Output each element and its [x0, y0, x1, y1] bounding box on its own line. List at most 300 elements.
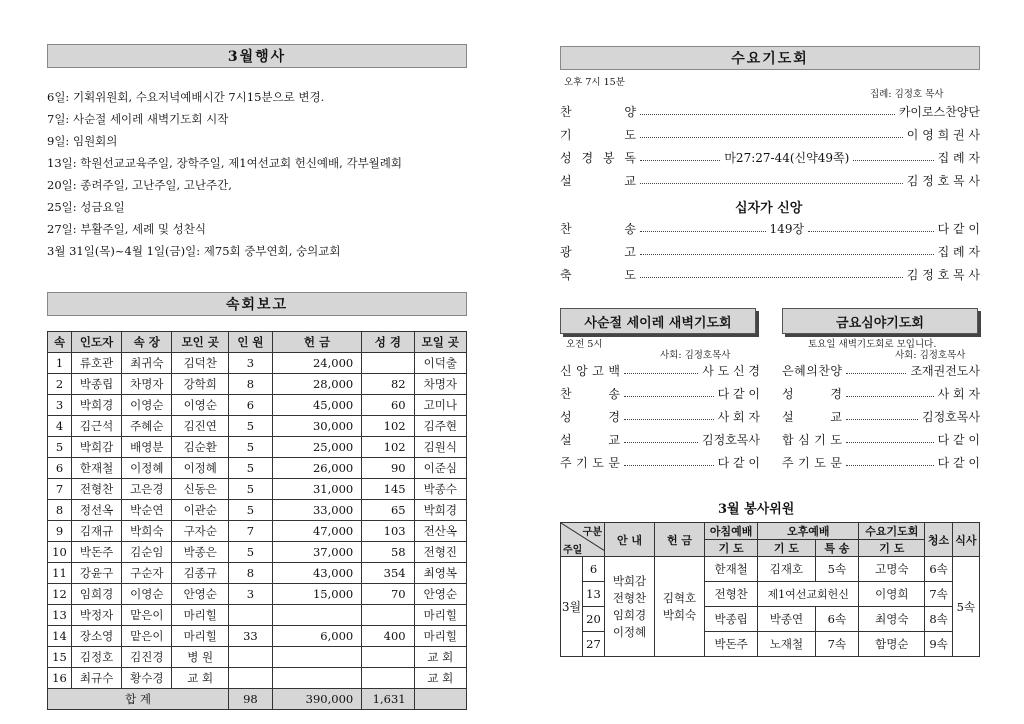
program-value: 사 도 신 경	[702, 363, 760, 378]
corner-bottom-label: 주일	[563, 545, 583, 556]
service-guide: 박희감 전형찬 임희경 이정혜	[605, 557, 655, 657]
table-row	[48, 542, 467, 563]
table-cell: 354	[362, 563, 414, 584]
table-cell: 고미나	[414, 395, 466, 416]
table-cell: 마리힐	[172, 626, 229, 647]
table-cell: 30,000	[272, 416, 361, 437]
program-label-char: 기	[560, 127, 572, 142]
table-cell: 이영순	[122, 584, 172, 605]
table-cell	[272, 605, 361, 626]
leader-dots	[846, 389, 934, 397]
report-table	[47, 331, 467, 710]
table-cell: 강학희	[172, 374, 229, 395]
program-label-char: 문	[608, 455, 620, 470]
service-special-song: 7속	[815, 632, 859, 657]
table-cell	[362, 353, 414, 374]
event-item: 9일: 임원회의	[47, 134, 118, 148]
table-cell	[229, 605, 273, 626]
table-cell: 맡은이	[122, 626, 172, 647]
program-label-char: 기	[798, 455, 810, 470]
program-value: 사 회 자	[937, 386, 980, 401]
event-item: 3월 31일(목)~4월 1일(금)일: 제75회 중부연회, 숭의교회	[47, 244, 341, 258]
program-row	[560, 264, 980, 284]
table-cell: 교 회	[172, 668, 229, 689]
program-label-char: 합	[782, 432, 794, 447]
table-cell: 16	[48, 668, 72, 689]
table-cell: 8	[229, 563, 273, 584]
table-cell: 이정혜	[122, 458, 172, 479]
friday-title: 금요심야기도회	[782, 308, 978, 334]
program-row	[560, 147, 980, 167]
leader-dots	[846, 435, 934, 443]
table-cell: 6	[48, 458, 72, 479]
table-cell: 박희경	[72, 395, 122, 416]
events-list	[47, 86, 467, 262]
service-afternoon-prayer: 박종연	[758, 607, 815, 632]
event-item: 20일: 종려주일, 고난주일, 고난주간,	[47, 178, 232, 192]
total-row	[48, 689, 467, 710]
program-label-char: 고	[624, 244, 636, 259]
table-cell: 3	[229, 353, 273, 374]
program-label-char: 교	[624, 173, 636, 188]
table-cell: 이정혜	[172, 458, 229, 479]
table-cell: 병 원	[172, 647, 229, 668]
program-label-char: 혜	[794, 363, 806, 378]
table-cell: 65	[362, 500, 414, 521]
table-cell: 이영순	[122, 395, 172, 416]
col-meal: 식사	[952, 523, 979, 557]
report-header-cell: 속 장	[122, 332, 172, 353]
table-cell: 10	[48, 542, 72, 563]
table-cell: 박정자	[72, 605, 122, 626]
col-morning-prayer: 기 도	[705, 540, 758, 557]
table-cell	[362, 668, 414, 689]
service-clean: 8속	[925, 607, 952, 632]
table-row	[561, 557, 980, 582]
program-label-char: 찬	[560, 104, 572, 119]
program-label-char: 성	[782, 386, 794, 401]
leader-dots	[640, 107, 895, 115]
service-title: 3월 봉사위원	[718, 502, 795, 517]
program-value: 김정호목사	[922, 409, 980, 424]
table-cell: 김종규	[172, 563, 229, 584]
table-cell: 37,000	[272, 542, 361, 563]
table-cell: 15,000	[272, 584, 361, 605]
col-afternoon: 오후예배	[758, 523, 859, 540]
table-cell: 47,000	[272, 521, 361, 542]
dawn-title: 사순절 세이레 새벽기도회	[560, 308, 756, 334]
table-cell	[362, 647, 414, 668]
event-item: 6일: 기획위원회, 수요저녁예배시간 7시15분으로 변경.	[47, 90, 325, 104]
service-day: 13	[583, 582, 605, 607]
table-cell: 이덕출	[414, 353, 466, 374]
program-label-char: 봉	[602, 150, 615, 165]
leader-dots	[624, 412, 714, 420]
table-cell: 차명자	[122, 374, 172, 395]
program-label-char: 경	[608, 409, 620, 424]
program-label-char: 경	[830, 386, 842, 401]
table-cell: 9	[48, 521, 72, 542]
table-cell: 60	[362, 395, 414, 416]
program-label	[560, 172, 636, 189]
table-cell: 교 회	[414, 647, 466, 668]
table-cell: 전산옥	[414, 521, 466, 542]
table-row	[48, 605, 467, 626]
program-label-char: 찬	[560, 221, 572, 236]
program-label-char: 문	[830, 455, 842, 470]
table-cell	[229, 647, 273, 668]
col-offering: 헌 금	[655, 523, 705, 557]
table-cell: 고은경	[122, 479, 172, 500]
table-cell: 2	[48, 374, 72, 395]
table-cell: 1	[48, 353, 72, 374]
program-label	[560, 266, 636, 283]
table-cell: 전형진	[414, 542, 466, 563]
table-cell: 26,000	[272, 458, 361, 479]
program-row	[560, 101, 980, 121]
total-empty	[414, 689, 466, 710]
leader-dots	[624, 435, 698, 443]
program-row	[782, 383, 980, 403]
table-cell	[229, 668, 273, 689]
program-row	[560, 406, 760, 426]
program-label-char: 앙	[576, 363, 588, 378]
program-label-char: 도	[624, 127, 636, 142]
program-label	[560, 385, 620, 402]
table-cell: 마리힐	[414, 605, 466, 626]
table-cell: 안영순	[414, 584, 466, 605]
program-label	[560, 408, 620, 425]
table-cell: 4	[48, 416, 72, 437]
program-label-char: 경	[581, 150, 594, 165]
friday-note: 토요일 새벽기도회로 모입니다.	[808, 339, 937, 350]
program-value: 집 례 자	[937, 244, 980, 259]
table-cell: 43,000	[272, 563, 361, 584]
table-cell: 김진경	[122, 647, 172, 668]
col-guide: 안 내	[605, 523, 655, 557]
leader-dots	[624, 389, 714, 397]
table-row	[48, 647, 467, 668]
table-cell: 최규수	[72, 668, 122, 689]
table-cell: 25,000	[272, 437, 361, 458]
service-table	[560, 522, 980, 657]
program-value: 이 영 희 권 사	[906, 127, 980, 142]
program-label	[560, 126, 636, 143]
table-cell: 6,000	[272, 626, 361, 647]
table-cell: 구순자	[122, 563, 172, 584]
program-value: 김 정 호 목 사	[906, 267, 980, 282]
table-cell: 145	[362, 479, 414, 500]
table-cell: 5	[229, 458, 273, 479]
program-label-char: 양	[830, 363, 842, 378]
service-clean: 6속	[925, 557, 952, 582]
table-row	[48, 437, 467, 458]
table-cell: 박종은	[172, 542, 229, 563]
leader-dots	[846, 458, 934, 466]
program-value: 김정호목사	[702, 432, 760, 447]
service-corner	[561, 523, 605, 557]
col-wednesday: 수요기도회	[859, 523, 925, 540]
table-cell: 배영분	[122, 437, 172, 458]
leader-dots	[640, 247, 934, 255]
program-label-char: 설	[782, 409, 794, 424]
service-day: 27	[583, 632, 605, 657]
service-morning-prayer: 한재철	[705, 557, 758, 582]
program-label	[782, 454, 842, 471]
program-value: 카이로스찬양단	[898, 104, 980, 119]
table-cell: 11	[48, 563, 72, 584]
service-month: 3월	[561, 557, 583, 657]
report-header-cell: 인도자	[72, 332, 122, 353]
wednesday-leader: 집례: 김정호 목사	[870, 89, 944, 100]
table-cell: 3	[48, 395, 72, 416]
program-value: 조재권전도사	[910, 363, 980, 378]
leader-dots	[640, 224, 766, 232]
table-cell: 김주현	[414, 416, 466, 437]
table-cell: 마리힐	[414, 626, 466, 647]
service-afternoon-prayer: 노재철	[758, 632, 815, 657]
program-label-char: 백	[608, 363, 620, 378]
program-row	[782, 429, 980, 449]
program-row	[782, 360, 980, 380]
program-label	[782, 431, 842, 448]
program-label-char: 찬	[560, 386, 572, 401]
leader-dots	[640, 176, 903, 184]
table-row	[48, 668, 467, 689]
table-cell: 김진연	[172, 416, 229, 437]
table-cell: 14	[48, 626, 72, 647]
wednesday-title: 수요기도회	[560, 46, 980, 70]
program-label	[782, 362, 842, 379]
report-title: 속회보고	[47, 292, 467, 316]
program-label	[560, 362, 620, 379]
table-cell: 103	[362, 521, 414, 542]
program-value: 다 같 이	[717, 455, 760, 470]
table-row	[48, 521, 467, 542]
table-cell: 90	[362, 458, 414, 479]
event-item: 7일: 사순절 세이레 새벽기도회 시작	[47, 112, 229, 126]
table-cell: 정선옥	[72, 500, 122, 521]
service-afternoon-prayer: 김재호	[758, 557, 815, 582]
table-row	[48, 479, 467, 500]
table-cell: 6	[229, 395, 273, 416]
total-label: 합 계	[48, 689, 229, 710]
table-cell: 김근석	[72, 416, 122, 437]
program-label-char: 주	[782, 455, 794, 470]
program-label-char: 기	[576, 455, 588, 470]
table-cell: 12	[48, 584, 72, 605]
table-cell: 김정호	[72, 647, 122, 668]
table-cell: 102	[362, 437, 414, 458]
leader-dots	[640, 153, 720, 161]
table-cell: 박희숙	[122, 521, 172, 542]
table-cell: 김원식	[414, 437, 466, 458]
table-cell: 김재규	[72, 521, 122, 542]
table-cell: 김순환	[172, 437, 229, 458]
program-label-char: 교	[608, 432, 620, 447]
leader-dots	[853, 153, 933, 161]
program-label-char: 교	[830, 409, 842, 424]
program-label-char: 성	[560, 150, 572, 165]
table-cell: 마리힐	[172, 605, 229, 626]
leader-dots	[808, 224, 934, 232]
program-row	[782, 406, 980, 426]
service-morning-prayer: 박돈주	[705, 632, 758, 657]
table-cell: 3	[229, 584, 273, 605]
col-special-song: 특 송	[815, 540, 859, 557]
table-cell	[272, 668, 361, 689]
program-row	[560, 241, 980, 261]
program-row	[560, 383, 760, 403]
program-label	[560, 454, 620, 471]
service-afternoon-prayer: 제1여선교회헌신	[758, 582, 859, 607]
program-label-char: 의	[806, 363, 818, 378]
table-row	[48, 626, 467, 647]
event-item: 27일: 부활주일, 세례 및 성찬식	[47, 222, 206, 236]
table-cell: 5	[229, 542, 273, 563]
program-label-char: 설	[560, 432, 572, 447]
table-cell: 강윤구	[72, 563, 122, 584]
event-item: 13일: 학원선교교육주일, 장학주일, 제1여선교회 헌신예배, 각부월례회	[47, 156, 403, 170]
program-row	[560, 124, 980, 144]
table-cell: 안영순	[172, 584, 229, 605]
table-cell: 15	[48, 647, 72, 668]
leader-dots	[846, 366, 906, 374]
program-label-char: 송	[608, 386, 620, 401]
table-cell: 박돈주	[72, 542, 122, 563]
program-value: 사 회 자	[717, 409, 760, 424]
table-cell: 김덕찬	[172, 353, 229, 374]
service-special-song: 5속	[815, 557, 859, 582]
program-label-char: 기	[814, 432, 826, 447]
corner-top-label: 구분	[582, 527, 602, 538]
col-wednesday-prayer: 기 도	[859, 540, 925, 557]
table-cell	[272, 647, 361, 668]
program-label	[560, 431, 620, 448]
table-cell: 박종수	[414, 479, 466, 500]
leader-dots	[624, 366, 698, 374]
col-morning: 아침예배	[705, 523, 758, 540]
table-cell: 58	[362, 542, 414, 563]
program-label-char: 도	[624, 267, 636, 282]
table-cell: 이준심	[414, 458, 466, 479]
table-cell: 5	[48, 437, 72, 458]
table-cell: 장소영	[72, 626, 122, 647]
events-title: 3월행사	[47, 44, 467, 68]
table-cell: 33	[229, 626, 273, 647]
service-clean: 7속	[925, 582, 952, 607]
service-morning-prayer: 전형찬	[705, 582, 758, 607]
report-header-cell: 속	[48, 332, 72, 353]
table-cell: 5	[229, 479, 273, 500]
program-label	[560, 149, 636, 166]
friday-leader: 사회: 김정호목사	[895, 350, 966, 361]
table-cell: 박종립	[72, 374, 122, 395]
table-row	[48, 395, 467, 416]
table-cell: 28,000	[272, 374, 361, 395]
table-cell: 맡은이	[122, 605, 172, 626]
table-cell: 7	[48, 479, 72, 500]
table-cell: 임희경	[72, 584, 122, 605]
program-label	[560, 220, 636, 237]
table-cell: 400	[362, 626, 414, 647]
table-cell: 전형찬	[72, 479, 122, 500]
table-row	[48, 353, 467, 374]
table-cell: 24,000	[272, 353, 361, 374]
program-label	[782, 385, 842, 402]
program-row	[560, 452, 760, 472]
table-cell: 8	[48, 500, 72, 521]
table-cell: 최귀숙	[122, 353, 172, 374]
program-label-char: 고	[592, 363, 604, 378]
service-meal: 5속	[952, 557, 979, 657]
report-header-cell: 모일 곳	[414, 332, 466, 353]
program-label-char: 양	[624, 104, 636, 119]
program-label-char: 은	[782, 363, 794, 378]
program-label	[560, 243, 636, 260]
table-cell: 교 회	[414, 668, 466, 689]
table-cell: 차명자	[414, 374, 466, 395]
table-cell: 31,000	[272, 479, 361, 500]
program-middle: 149장	[769, 221, 805, 236]
program-value: 집 례 자	[937, 150, 981, 165]
program-value: 다 같 이	[937, 455, 980, 470]
program-label-char: 설	[560, 173, 572, 188]
leader-dots	[846, 412, 918, 420]
table-cell: 류호관	[72, 353, 122, 374]
table-row	[48, 458, 467, 479]
table-row	[48, 563, 467, 584]
dawn-leader: 사회: 김정호목사	[660, 350, 731, 361]
service-wednesday-prayer: 이영희	[859, 582, 925, 607]
program-row	[782, 452, 980, 472]
program-label-char: 송	[624, 221, 636, 236]
table-cell: 45,000	[272, 395, 361, 416]
leader-dots	[624, 458, 714, 466]
table-cell: 이영순	[172, 395, 229, 416]
table-cell: 33,000	[272, 500, 361, 521]
program-value: 김 정 호 목 사	[906, 173, 980, 188]
total-bible: 1,631	[362, 689, 414, 710]
program-label-char: 찬	[818, 363, 830, 378]
table-row	[48, 500, 467, 521]
program-label-char: 신	[560, 363, 572, 378]
service-wednesday-prayer: 함명순	[859, 632, 925, 657]
table-cell: 구자순	[172, 521, 229, 542]
table-cell: 5	[229, 416, 273, 437]
col-afternoon-prayer: 기 도	[758, 540, 815, 557]
program-label-char: 도	[830, 432, 842, 447]
total-offering: 390,000	[272, 689, 361, 710]
total-people: 98	[229, 689, 273, 710]
table-cell: 70	[362, 584, 414, 605]
table-cell: 최영복	[414, 563, 466, 584]
program-row	[560, 218, 980, 238]
table-cell: 한재철	[72, 458, 122, 479]
table-cell	[362, 605, 414, 626]
table-cell: 13	[48, 605, 72, 626]
program-label-char: 성	[560, 409, 572, 424]
report-header-cell: 모인 곳	[172, 332, 229, 353]
table-cell: 8	[229, 374, 273, 395]
table-cell: 박희경	[414, 500, 466, 521]
wednesday-time: 오후 7시 15분	[564, 77, 625, 88]
program-label-char: 도	[592, 455, 604, 470]
program-middle: 마27:27-44(신약49쪽)	[724, 150, 850, 165]
report-header-cell: 성 경	[362, 332, 414, 353]
service-wednesday-prayer: 고명숙	[859, 557, 925, 582]
service-day: 6	[583, 557, 605, 582]
